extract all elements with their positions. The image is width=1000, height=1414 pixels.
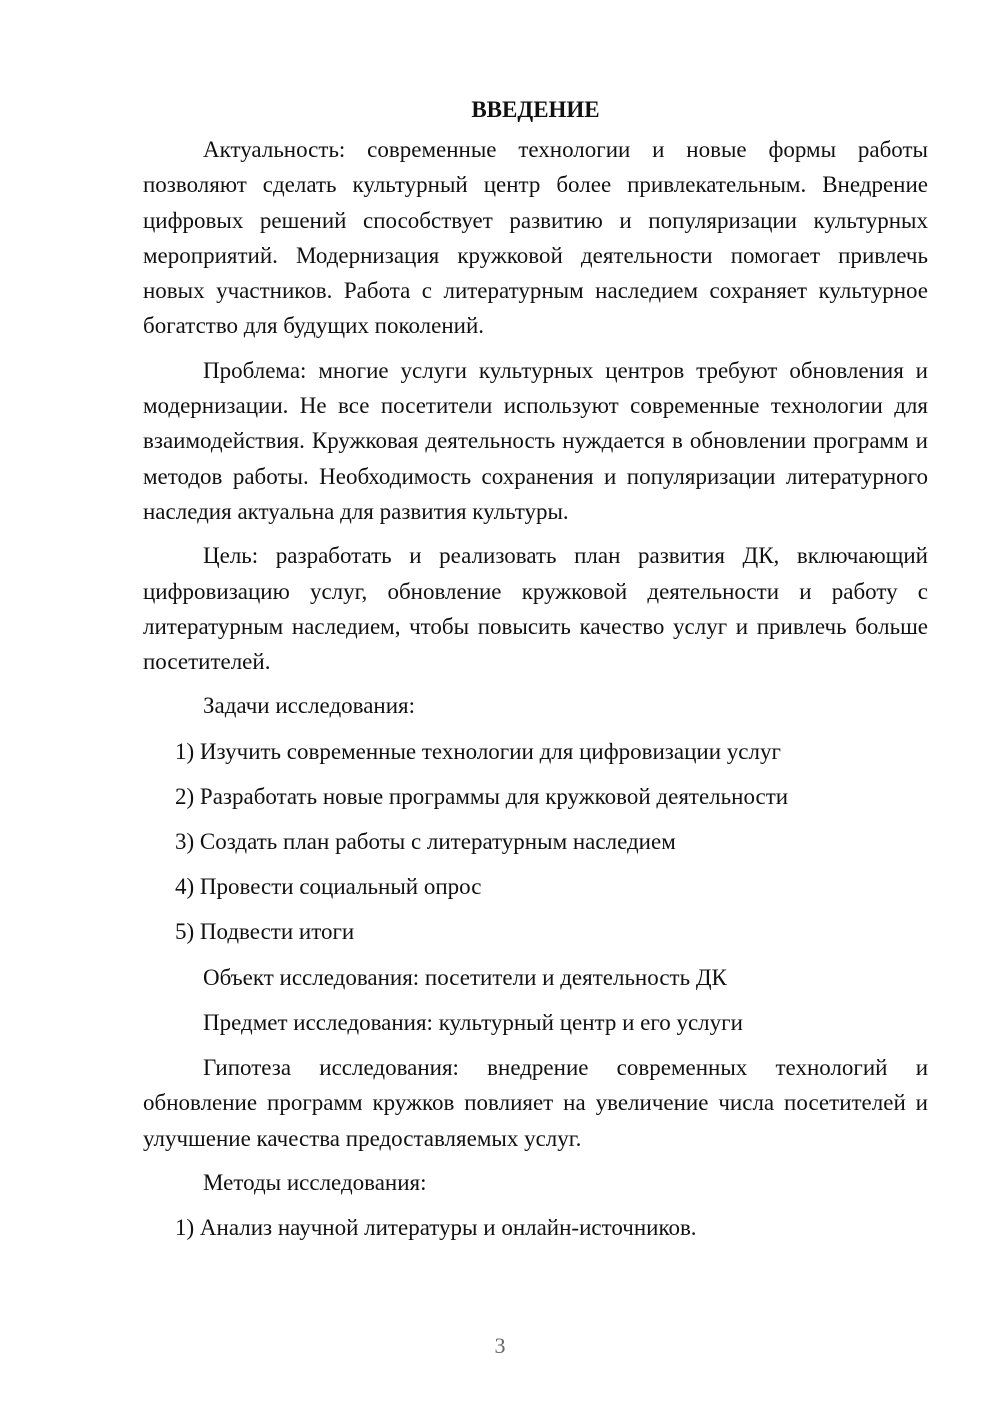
tasks-heading: Задачи исследования: (203, 693, 416, 719)
task-item-5: 5) Подвести итоги (175, 919, 355, 945)
task-item-1: 1) Изучить современные технологии для цифровизации услуг (175, 738, 781, 764)
paragraph-problem: Проблема: многие услуги культурных центров требуют обновления и модернизации. Не все посетители используют современные технологии для взаимодействия. Кружковая деятельность нуждается в обновлении программ и методов работы. Необходимость сохранения и популяризации литературного наследия актуальна для развития культуры. (143, 357, 928, 524)
research-object: Объект исследования: посетители и деятельность ДК (203, 964, 727, 990)
task-item-2: 2) Разработать новые программы для кружковой деятельности (175, 783, 789, 809)
paragraph-relevance: Актуальность: современные технологии и новые формы работы позволяют сделать культурный центр более привлекательным. Внедрение цифровых решений способствует развитию и популяризации культурных мероприятий. Модернизация кружковой деятельности помогает привлечь новых участников. Работа с литературным наследием сохраняет культурное богатство для будущих поколений. (143, 137, 928, 339)
task-item-3: 3) Создать план работы с литературным наследием (175, 829, 676, 855)
page-number: 3 (494, 1333, 506, 1358)
task-item-4: 4) Провести социальный опрос (175, 874, 482, 900)
page-title: ВВЕДЕНИЕ (471, 97, 600, 122)
methods-heading: Методы исследования: (203, 1169, 427, 1195)
paragraph-goal: Цель: разработать и реализовать план развития ДК, включающий цифровизацию услуг, обновление кружковой деятельности и работу с литературным наследием, чтобы повысить качество услуг и привлечь больше посетителей. (143, 543, 928, 675)
method-item-1: 1) Анализ научной литературы и онлайн-источников. (175, 1215, 697, 1241)
document-page (143, 92, 928, 1255)
paragraph-hypothesis: Гипотеза исследования: внедрение современных технологий и обновление программ кружков повлияет на увеличение числа посетителей и улучшение качества предоставляемых услуг. (143, 1054, 928, 1151)
research-subject: Предмет исследования: культурный центр и его услуги (203, 1009, 743, 1035)
